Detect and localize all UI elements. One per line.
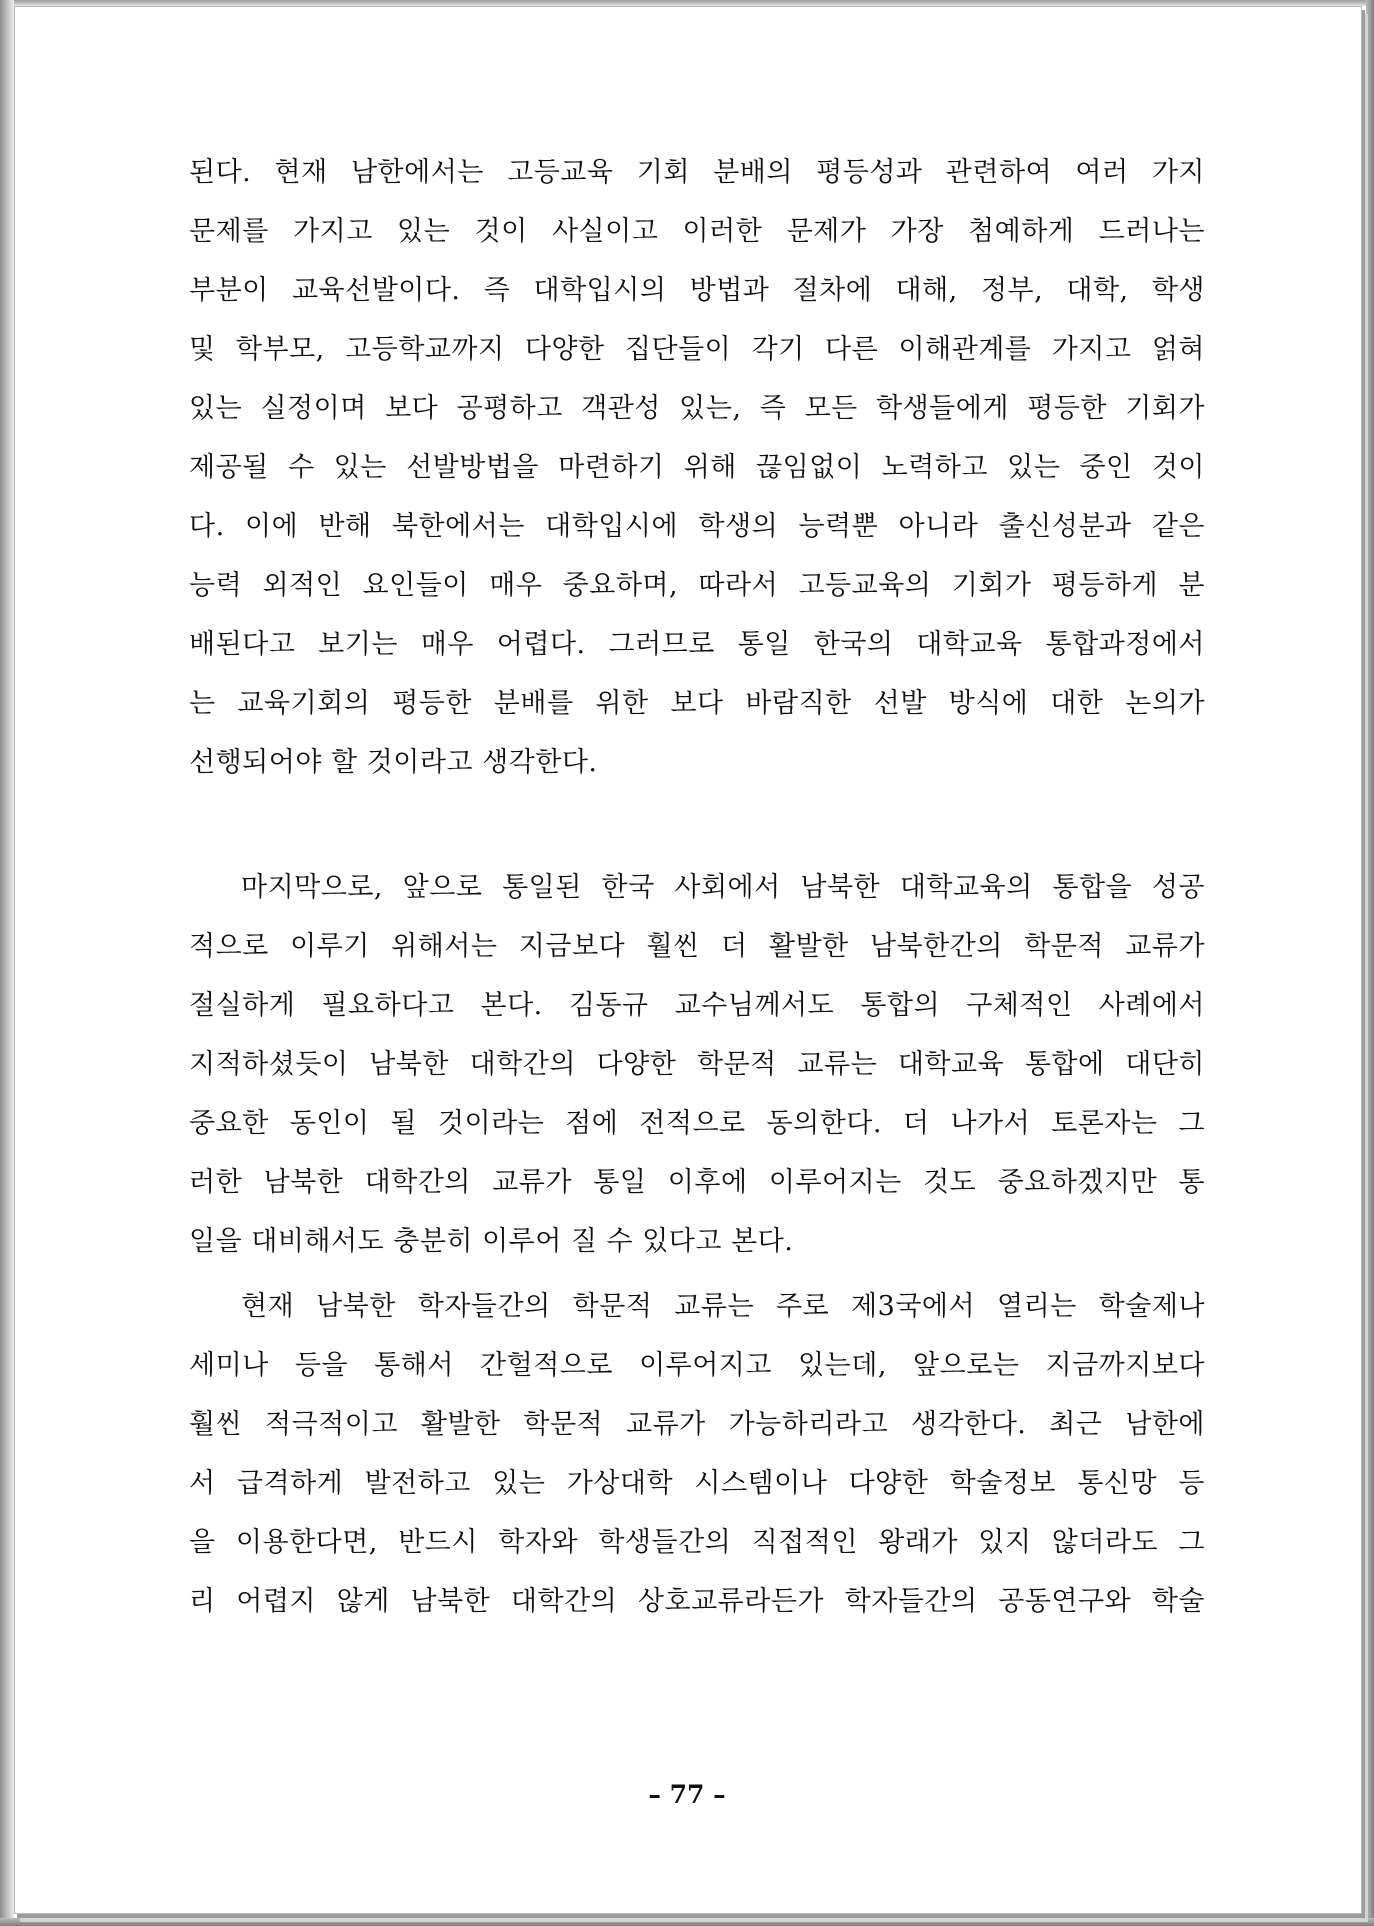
text-line: 러한 남북한 대학간의 교류가 통일 이후에 이루어지는 것도 중요하겠지만 통: [189, 1167, 1205, 1198]
paragraph-3: [189, 1277, 1205, 1631]
page-left-edge: [0, 0, 14, 1920]
text-line: 일을 대비해서도 충분히 이루어 질 수 있다고 본다.: [189, 1226, 794, 1257]
text-line: 제공될 수 있는 선발방법을 마련하기 위해 끊임없이 노력하고 있는 중인 것이: [189, 452, 1205, 483]
text-line: 적으로 이루기 위해서는 지금보다 훨씬 더 활발한 남북한간의 학문적 교류가: [189, 931, 1205, 962]
text-line: 있는 실정이며 보다 공평하고 객관성 있는, 즉 모든 학생들에게 평등한 기회가: [189, 393, 1205, 424]
text-line: 리 어렵지 않게 남북한 대학간의 상호교류라든가 학자들간의 공동연구와 학술: [189, 1586, 1205, 1617]
text-line: 배된다고 보기는 매우 어렵다. 그러므로 통일 한국의 대학교육 통합과정에서: [189, 629, 1205, 660]
text-line: 서 급격하게 발전하고 있는 가상대학 시스템이나 다양한 학술정보 통신망 등: [189, 1468, 1205, 1499]
text-line: 중요한 동인이 될 것이라는 점에 전적으로 동의한다. 더 나가서 토론자는 그: [189, 1108, 1205, 1139]
text-line: 문제를 가지고 있는 것이 사실이고 이러한 문제가 가장 첨예하게 드러나는: [189, 216, 1205, 247]
text-line: 절실하게 필요하다고 본다. 김동규 교수님께서도 통합의 구체적인 사례에서: [189, 990, 1205, 1021]
text-line: 훨씬 적극적이고 활발한 학문적 교류가 가능하리라고 생각한다. 최근 남한에: [189, 1409, 1205, 1440]
text-line: 능력 외적인 요인들이 매우 중요하며, 따라서 고등교육의 기회가 평등하게 분: [189, 570, 1205, 601]
text-line: 선행되어야 할 것이라고 생각한다.: [189, 747, 598, 778]
text-line: 마지막으로, 앞으로 통일된 한국 사회에서 남북한 대학교육의 통합을 성공: [241, 872, 1205, 903]
text-line: 지적하셨듯이 남북한 대학간의 다양한 학문적 교류는 대학교육 통합에 대단히: [189, 1049, 1205, 1080]
text-line: 는 교육기회의 평등한 분배를 위한 보다 바람직한 선발 방식에 대한 논의가: [189, 688, 1205, 719]
text-line: 현재 남북한 학자들간의 학문적 교류는 주로 제3국에서 열리는 학술제나: [241, 1291, 1205, 1322]
text-line: 부분이 교육선발이다. 즉 대학입시의 방법과 절차에 대해, 정부, 대학, 학생: [189, 275, 1205, 306]
text-line: 된다. 현재 남한에서는 고등교육 기회 분배의 평등성과 관련하여 여러 가지: [189, 157, 1205, 188]
text-line: 및 학부모, 고등학교까지 다양한 집단들이 각기 다른 이해관계를 가지고 얽혀: [189, 334, 1205, 365]
page-right-edge: [1366, 0, 1374, 1926]
text-line: 다. 이에 반해 북한에서는 대학입시에 학생의 능력뿐 아니라 출신성분과 같은: [189, 511, 1205, 542]
page-number: – 77 –: [648, 1780, 726, 1809]
paragraph-1: [189, 143, 1205, 792]
text-line: 을 이용한다면, 반드시 학자와 학생들간의 직접적인 왕래가 있지 않더라도 그: [189, 1527, 1205, 1558]
paragraph-2: [189, 858, 1205, 1271]
text-line: 세미나 등을 통해서 간헐적으로 이루어지고 있는데, 앞으로는 지금까지보다: [189, 1350, 1205, 1381]
page-bottom-edge: [0, 1918, 1374, 1926]
